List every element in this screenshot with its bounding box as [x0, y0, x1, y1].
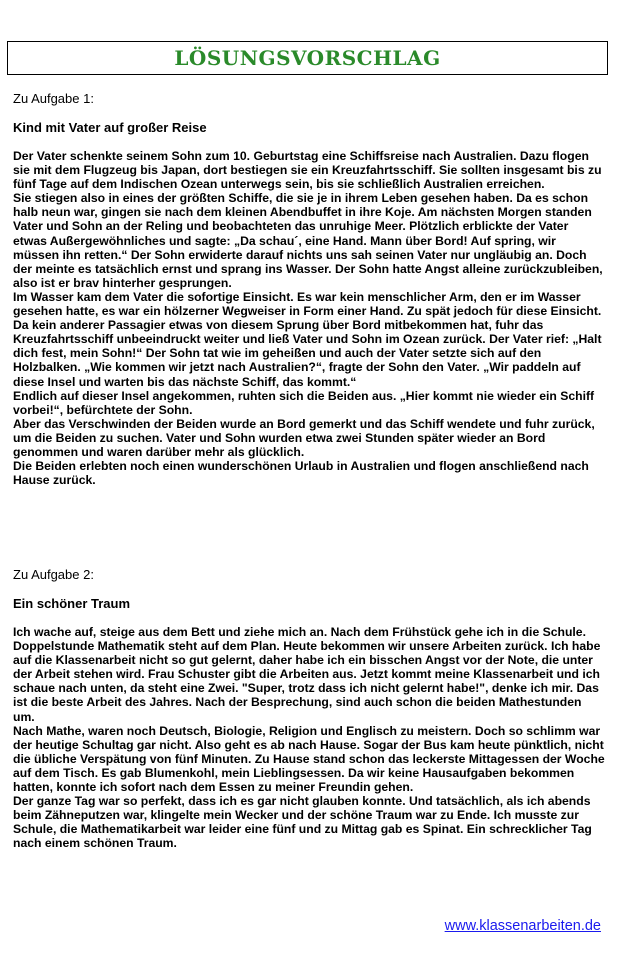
story-paragraph: Der Vater schenkte seinem Sohn zum 10. Geburtstag eine Schiffsreise nach Australien. Dazu flogen sie mit dem Flugzeug bis Japan, dort bestiegen sie ein Kreuzfahrtsschiff. Sie sollten insgesamt bis zu fünf Tage auf dem Indischen Ozean unterwegs sein, bis sie schließlich Australien erreichen. — [13, 149, 602, 192]
story-paragraph: Im Wasser kam dem Vater die sofortige Einsicht. Es war kein menschlicher Arm, den er im Wasser gesehen hatte, es war ein hölzerner Wegweiser in Form einer Hand. Zu spät jedoch für diese Einsicht. Da kein anderer Passagier etwas von diesem Sprung über Bord mitbekommen hat, fuhr das Kreuzfahrtsschiff unbeeindruckt weiter und ließ Vater und Sohn im Ozean zurück. Der Vater rief: „Halt dich fest, mein Sohn!“ Der Sohn tat wie im geheißen und auch der Vater setzte sich auf den Holzbalken. „Wie kommen wir jetzt nach Australien?“, fragte der Sohn den Vater. „Wir paddeln auf diese Insel und warten bis das nächste Schiff, das kommt.“ — [13, 289, 602, 389]
website-link[interactable]: www.klassenarbeiten.de — [444, 918, 601, 934]
section-label: Zu Aufgabe 2: — [13, 567, 94, 582]
section-aufgabe-2 — [13, 567, 605, 851]
story-heading: Kind mit Vater auf großer Reise — [13, 120, 207, 135]
story-paragraph: Sie stiegen also in eines der größten Schiffe, die sie je in ihrem Leben gesehen haben. Da es schon halb neun war, gingen sie nach dem kleinen Abendbuffet in ihre Koje. Am nächsten Morgen standen Vater und Sohn an der Reling und beobachteten das unruhige Meer. Plötzlich erblickte der Vater etwas Außergewöhnliches und sagte: „Da schau´, eine Hand. Mann über Bord! Auf spring, wir müssen ihn retten.“ Der Sohn erwiderte darauf nichts uns sah seinen Vater nur ungläubig an. Doch der meinte es tatsächlich ernst und sprang ins Wasser. Der Sohn hatte Angst alleine zurückzubleiben, also ist er brav hinterher gesprungen. — [13, 191, 603, 290]
story-heading: Ein schöner Traum — [13, 596, 131, 611]
story-paragraph: Aber das Verschwinden der Beiden wurde an Bord gemerkt und das Schiff wendete und fuhr zurück, um die Beiden zu suchen. Vater und Sohn wurden etwa zwei Stunden später wieder an Bord genommen und waren darüber mehr als glücklich. — [13, 416, 595, 459]
story-paragraph: Der ganze Tag war so perfekt, dass ich es gar nicht glauben konnte. Und tatsächlich, als ich abends beim Zähneputzen war, klingelte mein Wecker und der schöne Traum war zu Ende. Ich musste zur Schule, die Mathematikarbeit war leider eine fünf und zu Mittag gab es Spinat. Ein schrecklicher Tag nach einem schönen Traum. — [13, 794, 592, 851]
story-body — [13, 149, 605, 487]
title-box — [7, 41, 608, 75]
story-paragraph: Ich wache auf, steige aus dem Bett und ziehe mich an. Nach dem Frühstück gehe ich in die Schule. Doppelstunde Mathematik steht auf dem Plan. Heute bekommen wir unsere Arbeiten zurück. Ich habe auf die Klassenarbeit nicht so gut gelernt, daher habe ich ein bisschen Angst vor der Note, die unter der Arbeit stehen wird. Frau Schuster gibt die Arbeiten aus. Jetzt kommt meine Klassenarbeit und ich schaue nach unten, da steht eine Zwei. "Super, trotz dass ich nicht gelernt habe!", denke ich mir. Das ist die beste Arbeit des Jahres. Nach der Besprechung, sind auch schon die beiden Mathestunden um. — [13, 625, 601, 724]
section-label: Zu Aufgabe 1: — [13, 91, 94, 106]
story-body — [13, 625, 605, 851]
story-paragraph: Nach Mathe, waren noch Deutsch, Biologie, Religion und Englisch zu meistern. Doch so schlimm war der heutige Schultag gar nicht. Also geht es ab nach Hause. Sogar der Bus kam heute pünktlich, nicht die übliche Verspätung von fünf Minuten. Zu Hause stand schon das leckerste Mittagessen der Woche auf dem Tisch. Es gab Blumenkohl, mein Lieblingsessen. Da wir keine Hausaufgaben bekommen hatten, konnte ich sofort nach dem Essen zu meiner Freundin gehen. — [13, 723, 605, 795]
section-aufgabe-1 — [13, 91, 605, 487]
story-paragraph: Die Beiden erlebten noch einen wunderschönen Urlaub in Australien und flogen anschließend nach Hause zurück. — [13, 459, 589, 488]
story-paragraph: Endlich auf dieser Insel angekommen, ruhten sich die Beiden aus. „Hier kommt nie wieder ein Schiff vorbei!“, befürchtete der Sohn. — [13, 388, 595, 417]
page-title: LÖSUNGSVORSCHLAG — [174, 46, 441, 70]
